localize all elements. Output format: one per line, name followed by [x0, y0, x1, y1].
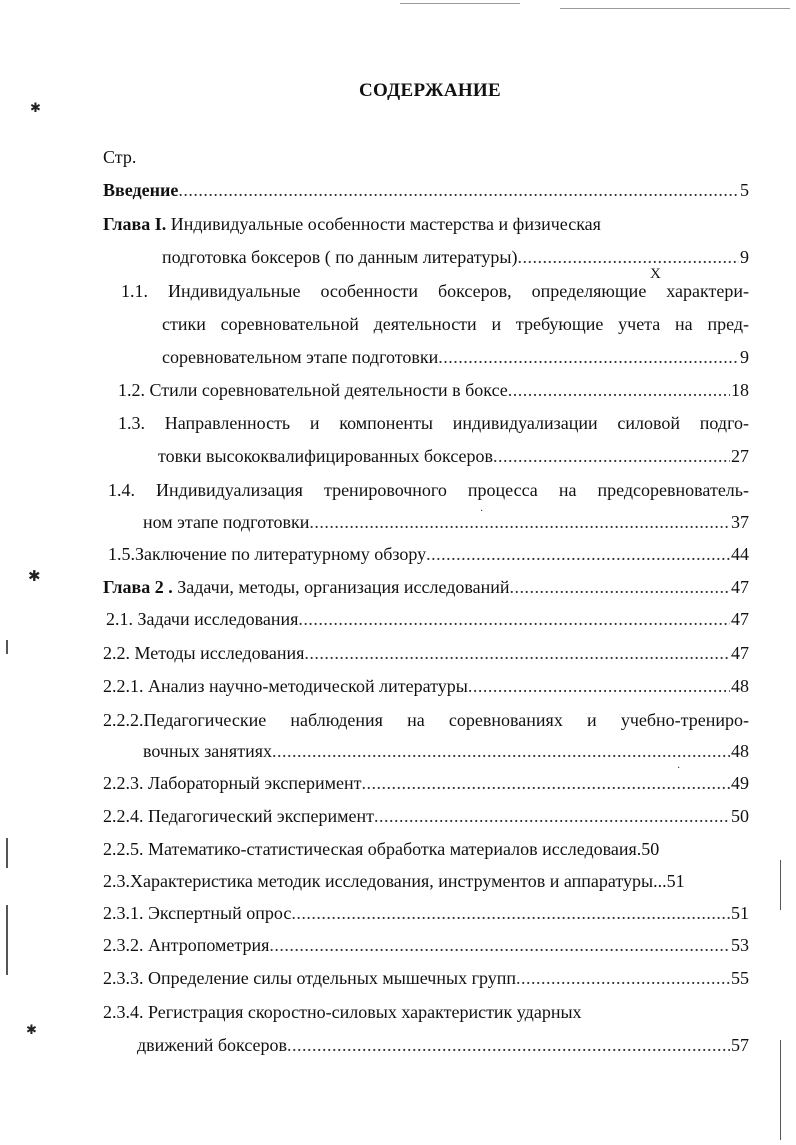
- toc-page-number: 53: [731, 935, 749, 955]
- toc-entry: [103, 932, 749, 958]
- scan-speck: ·: [480, 506, 484, 517]
- toc-entry-text: 2.2.5. Математико-статистическая обработка материалов исследоваия.: [103, 839, 642, 859]
- scan-speck: ·: [677, 763, 681, 774]
- scan-margin-mark: [6, 640, 8, 654]
- toc-entry-text: товки высококвалифицированных боксеров: [158, 446, 494, 466]
- toc-entry-text: 2.2. Методы исследования: [103, 643, 305, 663]
- toc-entry: [103, 640, 749, 666]
- toc-entry: [162, 244, 749, 270]
- toc-entry-bold: Глава I.: [103, 214, 167, 234]
- toc-entry: [103, 999, 749, 1025]
- toc-page-number: 5: [740, 180, 749, 200]
- toc-entry-text: 2.3.3. Определение силы отдельных мышечных групп: [103, 968, 516, 988]
- toc-page-number: 47: [731, 609, 749, 629]
- toc-entry: [103, 707, 749, 733]
- scan-margin-mark: [6, 838, 8, 868]
- toc-entry-text: стики соревновательной деятельности и требующие учета на пред-: [162, 314, 749, 334]
- toc-entry-text: 2.1. Задачи исследования: [106, 609, 299, 629]
- toc-entry: [103, 177, 749, 203]
- toc-page-number: 44: [731, 544, 749, 564]
- toc-entry-text: вочных занятиях: [143, 741, 272, 761]
- toc-page-number: 47: [731, 643, 749, 663]
- toc-entry: [103, 965, 749, 991]
- toc-entry-text: ном этапе подготовки: [143, 512, 310, 532]
- toc-page-number: 37: [731, 512, 749, 532]
- toc-entry: [118, 377, 749, 403]
- toc-entry: [103, 836, 749, 862]
- toc-entry: [143, 738, 749, 764]
- toc-page-number: 50: [731, 806, 749, 826]
- scan-edge-line: [400, 3, 520, 4]
- page-title: СОДЕРЖАНИЕ: [359, 80, 501, 101]
- toc-page-number: 27: [731, 446, 749, 466]
- toc-entry: [162, 344, 749, 370]
- toc-entry: [103, 211, 749, 237]
- toc-entry-text: движений боксеров: [137, 1035, 288, 1055]
- toc-page-number: 51: [666, 871, 685, 891]
- toc-entry-bold: Введение: [103, 180, 179, 200]
- toc-entry-text: Задачи, методы, организация исследований: [172, 577, 510, 597]
- toc-entry-text: 2.3.Характеристика методик исследования, инструментов и аппаратуры...: [103, 871, 667, 891]
- scan-edge-line: [560, 8, 790, 9]
- scan-speck: ✱: [28, 569, 41, 585]
- toc-entry-text: 2.3.4. Регистрация скоростно-силовых характеристик ударных: [103, 1002, 582, 1022]
- toc-page-number: 9: [740, 247, 749, 267]
- toc-entry-text: 2.2.3. Лабораторный эксперимент: [103, 773, 362, 793]
- toc-entry-text: 1.4. Индивидуализация тренировочного процесса на предсоревнователь-: [108, 480, 749, 500]
- scan-speck: ✱: [30, 100, 41, 115]
- toc-entry-text: 2.2.4. Педагогический эксперимент: [103, 806, 374, 826]
- toc-entry-text: Индивидуальные особенности мастерства и физическая: [166, 214, 601, 234]
- toc-entry-text: 2.2.2.Педагогические наблюдения на соревнованиях и учебно-трениро-: [103, 710, 749, 730]
- toc-page-number: 48: [731, 676, 749, 696]
- toc-entry: [103, 574, 749, 600]
- toc-entry-text: 2.3.1. Экспертный опрос: [103, 903, 292, 923]
- toc-page-number: 50: [641, 839, 660, 859]
- toc-entry: [103, 770, 749, 796]
- toc-entry: [108, 477, 749, 503]
- toc-entry: [118, 410, 749, 436]
- toc-page-number: 18: [731, 380, 749, 400]
- toc-entry: [103, 673, 749, 699]
- page-column-label: Стр.: [103, 147, 137, 167]
- scan-margin-mark: [780, 1040, 781, 1140]
- scan-speck: ✱: [26, 1022, 37, 1037]
- toc-page-number: 9: [740, 347, 749, 367]
- toc-entry: [103, 803, 749, 829]
- toc-entry: [158, 443, 749, 469]
- toc-page-number: 55: [731, 968, 749, 988]
- toc-page-number: 47: [731, 577, 749, 597]
- toc-entry-text: подготовка боксеров ( по данным литературы): [162, 247, 518, 267]
- toc-entry-bold: Глава 2 .: [103, 577, 173, 597]
- toc-entry: [121, 278, 749, 304]
- toc-entry-text: 2.2.1. Анализ научно-методической литературы: [103, 676, 468, 696]
- scan-margin-mark: [780, 860, 781, 910]
- toc-entry-text: 1.2. Стили соревновательной деятельности в боксе: [118, 380, 508, 400]
- toc-entry: [162, 311, 749, 337]
- toc-entry: [103, 868, 749, 894]
- toc-page-number: 51: [731, 903, 749, 923]
- toc-page-number: 49: [731, 773, 749, 793]
- toc-entry-text: 1.3. Направленность и компоненты индивидуализации силовой подго-: [118, 413, 749, 433]
- toc-entry: [106, 606, 749, 632]
- toc-entry-text: 1.1. Индивидуальные особенности боксеров, определяющие характери-: [121, 281, 749, 301]
- toc-entry-text: 1.5.Заключение по литературному обзору: [108, 544, 427, 564]
- toc-page-number: 48: [731, 741, 749, 761]
- toc-page-number: 57: [731, 1035, 749, 1055]
- toc-entry: [108, 541, 749, 567]
- toc-entry: [137, 1032, 749, 1058]
- handwritten-mark: X: [650, 266, 661, 282]
- toc-entry: [103, 900, 749, 926]
- toc-entry-text: соревновательном этапе подготовки: [162, 347, 439, 367]
- scan-margin-mark: [6, 905, 8, 975]
- toc-entry-text: 2.3.2. Антропометрия: [103, 935, 270, 955]
- toc-entry: [143, 509, 749, 535]
